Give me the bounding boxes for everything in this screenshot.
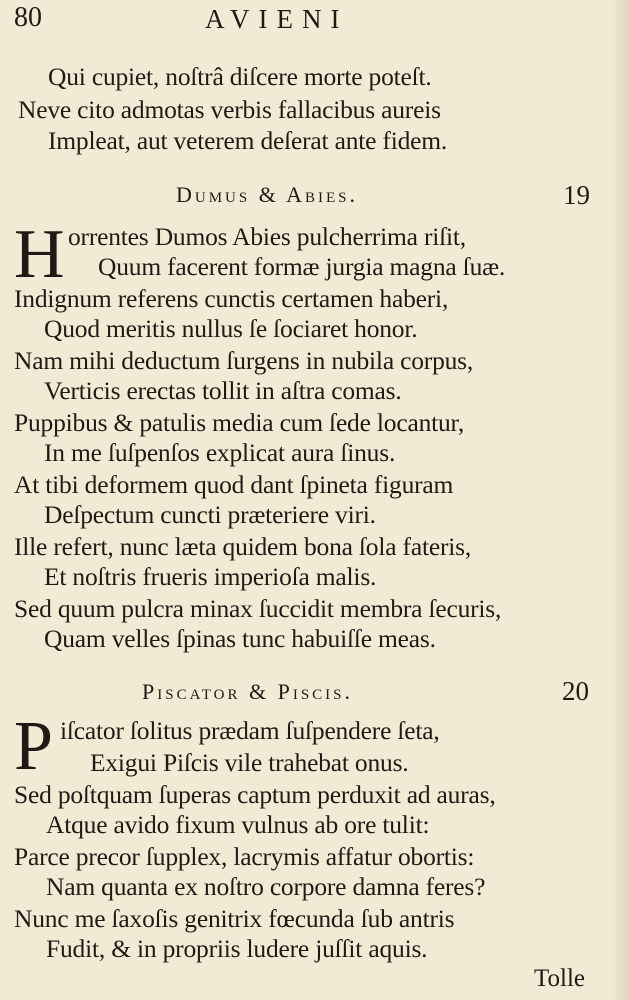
page-number: 80 bbox=[14, 2, 42, 33]
page-edge-shadow bbox=[611, 0, 629, 1000]
verse-line: In me ſuſpenſos explicat aura ſinus. bbox=[44, 438, 396, 467]
verse-line: orrentes Dumos Abies pulcherrima riſit, bbox=[68, 222, 466, 251]
verse-line: Nunc me ſaxoſis genitrix fœcunda ſub antris bbox=[14, 904, 455, 933]
verse-line: Exigui Piſcis vile trahebat onus. bbox=[90, 748, 409, 777]
verse-line: Quam velles ſpinas tunc habuiſſe meas. bbox=[44, 624, 436, 653]
verse-line: Atque avido fixum vulnus ab ore tulit: bbox=[46, 810, 430, 839]
verse-line: Sed quum pulcra minax ſuccidit membra ſecuris, bbox=[14, 594, 502, 623]
verse-line: Puppibus & patulis media cum ſede locantur, bbox=[14, 408, 465, 437]
verse-line: Fudit, & in propriis ludere juſſit aquis. bbox=[46, 934, 428, 963]
verse-line: Parce precor ſupplex, lacrymis affatur obortis: bbox=[14, 842, 475, 871]
fable-heading: Piscator & Piscis. bbox=[142, 679, 354, 704]
drop-capital: H bbox=[14, 216, 65, 293]
catchword: Tolle bbox=[534, 965, 586, 992]
fable-number: 19 bbox=[563, 180, 590, 210]
verse-line: Nam quanta ex noſtro corpore damna feres? bbox=[46, 872, 486, 901]
verse-line: Nam mihi deductum ſurgens in nubila corpus, bbox=[14, 346, 474, 375]
drop-capital: P bbox=[14, 708, 53, 785]
verse-line: Ille refert, nunc læta quidem bona ſola fateris, bbox=[14, 532, 472, 561]
verse-line: Quod meritis nullus ſe ſociaret honor. bbox=[44, 314, 418, 343]
verse-line: iſcator ſolitus prædam ſuſpendere ſeta, bbox=[60, 716, 440, 745]
verse-line: Deſpectum cuncti præteriere viri. bbox=[44, 500, 376, 529]
verse-line: Impleat, aut veterem deſerat ante fidem. bbox=[48, 126, 448, 155]
verse-line: At tibi deformem quod dant ſpineta figuram bbox=[14, 470, 454, 499]
verse-line: Verticis erectas tollit in aſtra comas. bbox=[44, 376, 402, 405]
fable-heading: Dumus & Abies. bbox=[176, 182, 359, 207]
running-title: AVIENI bbox=[205, 4, 349, 34]
verse-line: Quum facerent formæ jurgia magna ſuæ. bbox=[98, 252, 506, 281]
verse-line: Indignum referens cunctis certamen haberi, bbox=[14, 284, 449, 313]
fable-number: 20 bbox=[562, 676, 589, 706]
verse-line: Sed poſtquam ſuperas captum perduxit ad auras, bbox=[14, 780, 496, 809]
verse-line: Neve cito admotas verbis fallacibus aureis bbox=[18, 95, 441, 124]
verse-line: Et noſtris frueris imperioſa malis. bbox=[44, 562, 377, 591]
verse-line: Qui cupiet, noſtrâ diſcere morte poteſt. bbox=[48, 62, 432, 91]
